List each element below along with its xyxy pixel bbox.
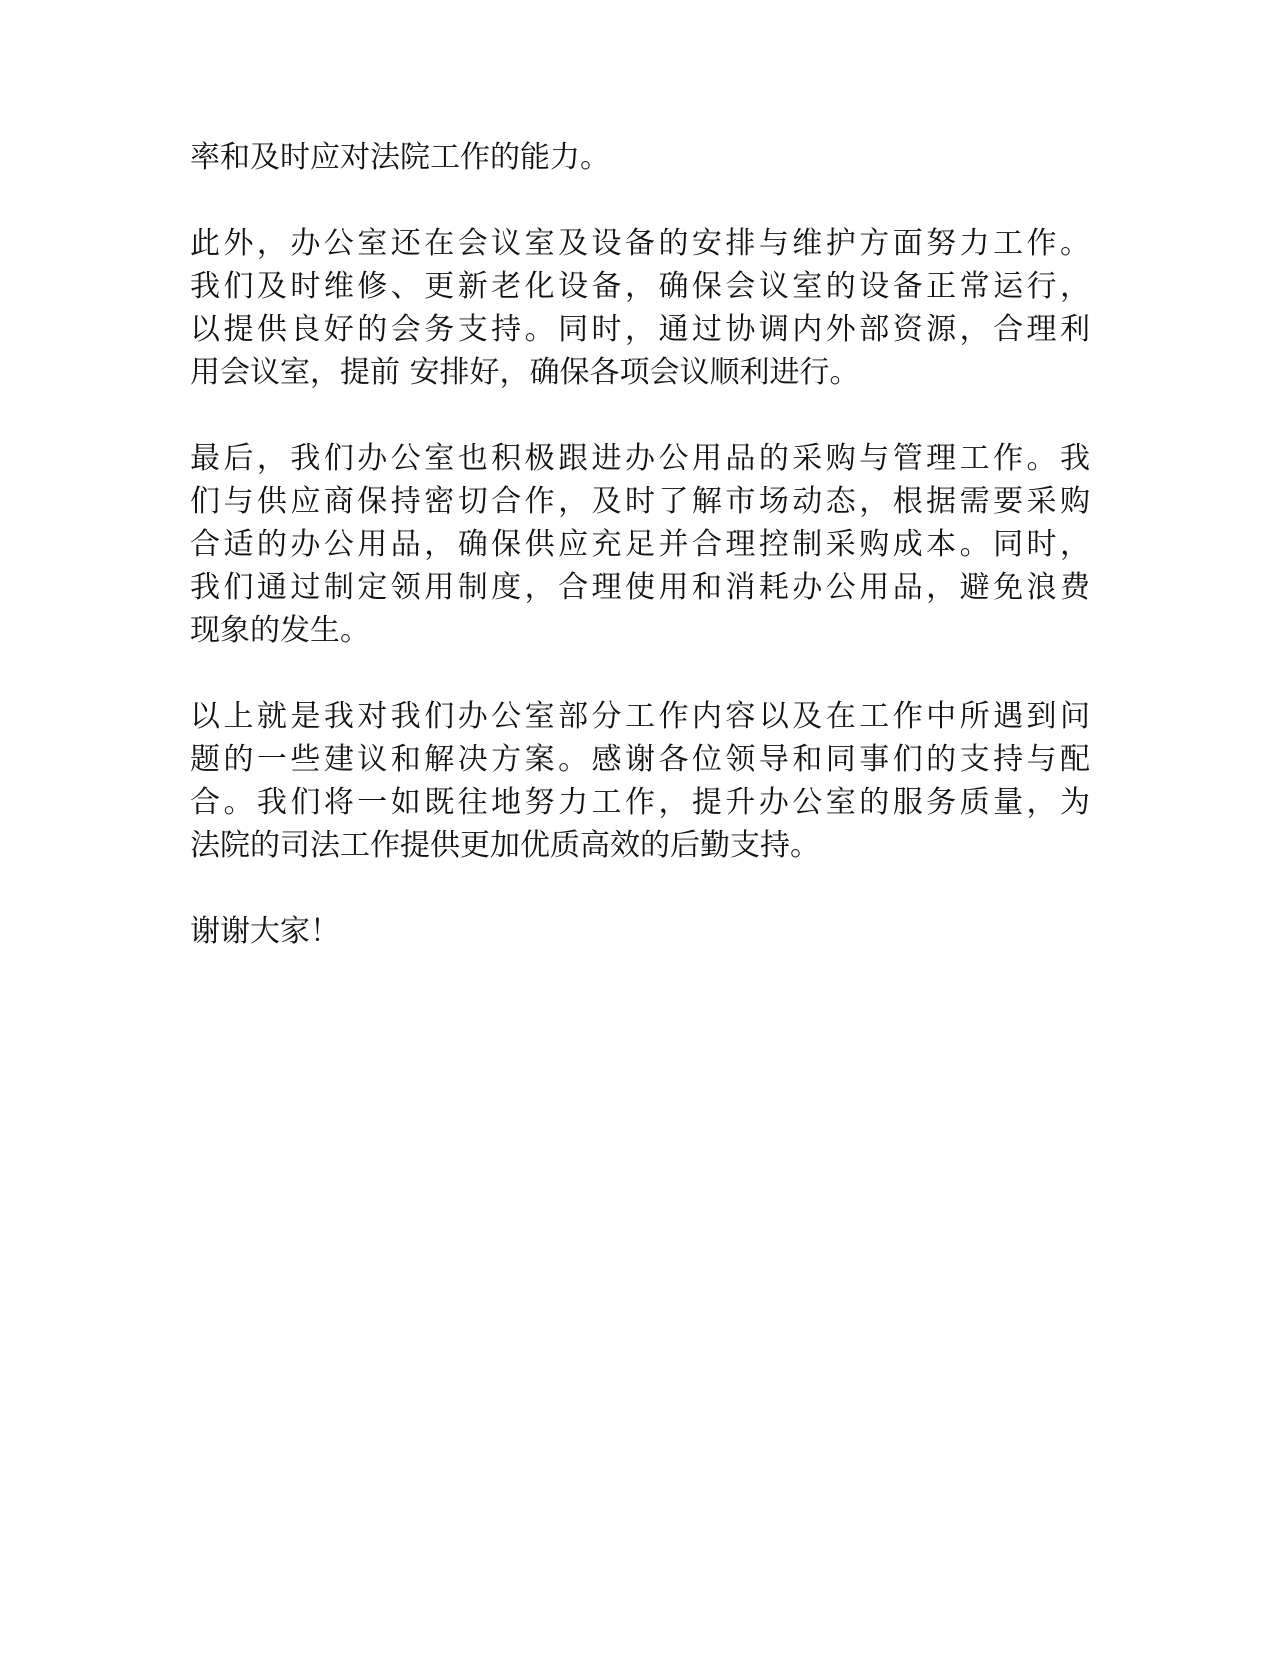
- paragraph-3: [190, 437, 1090, 652]
- text-line: 最后，我们办公室也积极跟进办公用品的采购与管理工作。我: [190, 441, 1090, 476]
- text-line: 此外，办公室还在会议室及设备的安排与维护方面努力工作。: [190, 226, 1090, 261]
- text-line: 合适的办公用品，确保供应充足并合理控制采购成本。同时，: [190, 527, 1090, 562]
- paragraph-4: [190, 695, 1090, 867]
- text-line: 我们通过制定领用制度，合理使用和消耗办公用品，避免浪费: [190, 570, 1090, 605]
- text-line: 以上就是我对我们办公室部分工作内容以及在工作中所遇到问: [190, 699, 1090, 734]
- text-line: 率和及时应对法院工作的能力。: [190, 140, 610, 175]
- text-line: 合。我们将一如既往地努力工作，提升办公室的服务质量，为: [190, 785, 1090, 820]
- text-line: 们与供应商保持密切合作，及时了解市场动态，根据需要采购: [190, 484, 1090, 519]
- text-line: 我们及时维修、更新老化设备，确保会议室的设备正常运行，: [190, 269, 1090, 304]
- text-line: 法院的司法工作提供更加优质高效的后勤支持。: [190, 828, 820, 863]
- text-line: 现象的发生。: [190, 613, 370, 648]
- closing-line: [190, 910, 1090, 953]
- text-line: 以提供良好的会务支持。同时，通过协调内外部资源，合理利: [190, 312, 1090, 347]
- document-body: [190, 136, 1090, 953]
- closing-text: 谢谢大家！: [190, 914, 340, 949]
- paragraph-1: [190, 136, 1090, 179]
- paragraph-2: [190, 222, 1090, 394]
- text-line: 用会议室，提前 安排好，确保各项会议顺利进行。: [190, 355, 860, 390]
- text-line: 题的一些建议和解决方案。感谢各位领导和同事们的支持与配: [190, 742, 1090, 777]
